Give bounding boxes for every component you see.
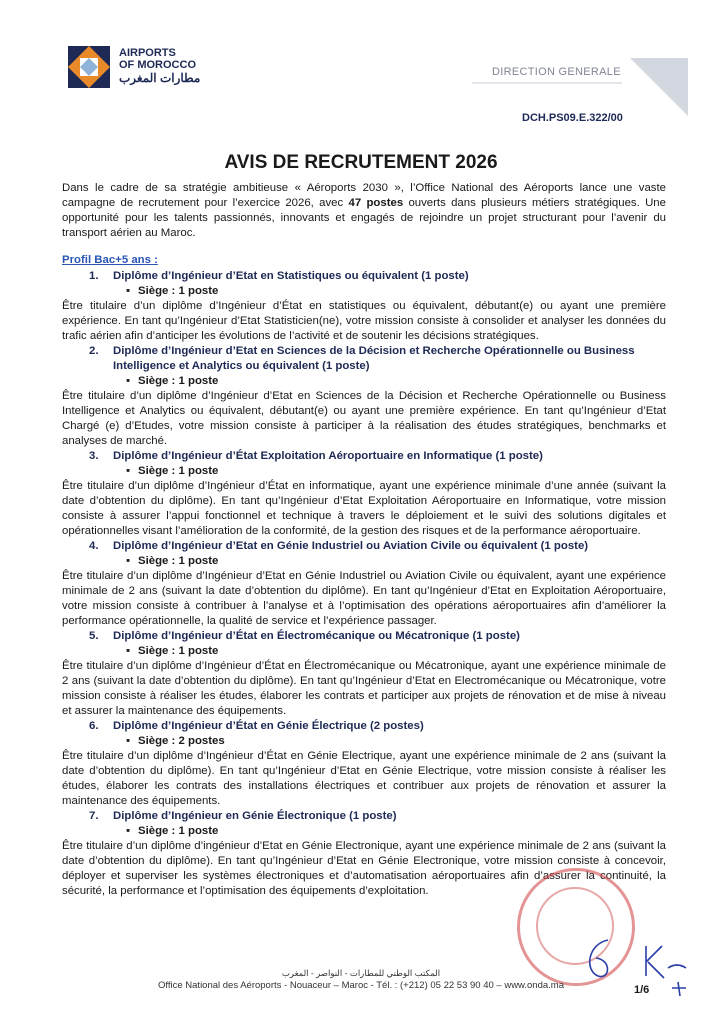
position-seat-text: Siège : 1 poste bbox=[138, 645, 219, 657]
airports-of-morocco-logo bbox=[66, 44, 112, 90]
position-seat bbox=[62, 464, 666, 479]
position-item bbox=[62, 449, 666, 539]
position-seat-text: Siège : 1 poste bbox=[138, 825, 219, 837]
position-title bbox=[62, 809, 666, 824]
position-title bbox=[62, 269, 666, 284]
position-title-text: Diplôme d’Ingénieur d’Etat en Sciences de la Décision et Recherche Opérationnelle ou Business Intelligence et Analytics ou équivalent (1 poste) bbox=[113, 345, 635, 372]
bullet-icon: ▪ bbox=[126, 735, 131, 747]
position-seat-text: Siège : 1 poste bbox=[138, 555, 219, 567]
position-seat bbox=[62, 554, 666, 569]
position-title bbox=[62, 344, 666, 374]
bullet-icon: ▪ bbox=[126, 465, 131, 477]
position-seat-text: Siège : 1 poste bbox=[138, 285, 219, 297]
page-footer bbox=[0, 968, 722, 991]
position-item bbox=[62, 539, 666, 629]
bullet-icon: ▪ bbox=[126, 375, 131, 387]
position-title-text: Diplôme d’Ingénieur d’État Exploitation Aéroportuaire en Informatique (1 poste) bbox=[113, 450, 543, 462]
document-reference: DCH.PS09.E.322/00 bbox=[522, 112, 623, 124]
position-number: 5. bbox=[89, 630, 99, 642]
position-number: 2. bbox=[89, 345, 99, 357]
position-title bbox=[62, 449, 666, 464]
profil-heading: Profil Bac+5 ans : bbox=[62, 254, 158, 266]
position-description: Être titulaire d’un diplôme d’Ingénieur d’État en informatique, ayant une expérience minimale d’une année (suivant la date d’obtention du diplôme). En tant qu’Ingénieur d’Etat Exploitation Aéroportuaire en Informatique, votre mission consiste à assurer l’appui fonctionnel et technique à travers le déploiement et le suivi des solutions digitales et opérationnelles visant l’amélioration de la conformité, de la gestion des risques et de la performance aéroportuaire. bbox=[62, 480, 666, 537]
position-seat-text: Siège : 2 postes bbox=[138, 735, 225, 747]
position-description: Être titulaire d’un diplôme d’Ingénieur d’Etat en Sciences de la Décision et Recherche Opérationnelle ou Business Intelligence et Analytics ou équivalent, débutant(e) ou ayant une première expérience. En tant qu’Ingénieur d’Etat Chargé (e) d’Etudes, votre mission consiste à participer à la réalisation des études stratégiques, benchmarks et analyses de marché. bbox=[62, 390, 666, 447]
position-description: Être titulaire d’un diplôme d’ingénieur d’Etat en Génie Electronique, ayant une expérience minimale de 2 ans (suivant la date d’obtention du diplôme). En tant qu’Ingénieur d’Etat en Génie Electronique, votre mission consiste à concevoir, déployer et superviser les systèmes électroniques et d’automatisation aéroportuaires afin d’assurer la continuité, la sécurité, la performance et l’optimisation des équipements d’exploitation. bbox=[62, 840, 666, 897]
bullet-icon: ▪ bbox=[126, 645, 131, 657]
intro-positions-count: 47 postes bbox=[348, 197, 404, 209]
intro-text-start: Dans le cadre de sa stratégie ambitieuse « Aéroports 2030 », l’Office National des Aéroports lance une vaste campagne de recrutement pour l’exercice 2026, avec bbox=[62, 182, 666, 209]
position-title-text: Diplôme d’Ingénieur d’État en Électromécanique ou Mécatronique (1 poste) bbox=[113, 630, 520, 642]
intro-paragraph bbox=[62, 181, 666, 241]
footer-contact: Office National des Aéroports - Nouaceur – Maroc - Tél. : (+212) 05 22 53 90 40 – www.onda.ma bbox=[158, 980, 564, 991]
logo-wordmark bbox=[119, 47, 200, 84]
position-number: 4. bbox=[89, 540, 99, 552]
direction-label: DIRECTION GENERALE bbox=[492, 66, 621, 78]
position-number: 7. bbox=[89, 810, 99, 822]
position-item bbox=[62, 269, 666, 344]
position-item bbox=[62, 719, 666, 809]
logo-text-arabic: مطارات المغرب bbox=[119, 71, 201, 85]
position-seat bbox=[62, 734, 666, 749]
position-description: Être titulaire d’un diplôme d’Ingénieur d’État en statistiques ou équivalent, débutant(e) ou ayant une première expérience. En tant qu’Ingénieur d’Etat Statisticien(ne), votre mission consiste à consolider et analyser les données du trafic aérien afin d’anticiper les évolutions de l’activité et de soutenir les décisions stratégiques. bbox=[62, 300, 666, 342]
bullet-icon: ▪ bbox=[126, 285, 131, 297]
logo-text-line2: OF MOROCCO bbox=[119, 59, 196, 71]
footer-arabic: المكتب الوطني للمطارات - النواصر - المغرب bbox=[281, 968, 441, 978]
position-seat bbox=[62, 284, 666, 299]
position-seat bbox=[62, 374, 666, 389]
position-seat bbox=[62, 824, 666, 839]
bullet-icon: ▪ bbox=[126, 825, 131, 837]
logo-text-line1: AIRPORTS bbox=[119, 47, 176, 59]
position-description: Être titulaire d’un diplôme d’Ingénieur d’État en Génie Electrique, ayant une expérience minimale de 2 ans (suivant la date d’obtention du diplôme). En tant qu’Ingénieur d’Etat en Génie Electrique, votre mission consiste à réaliser les études, élaborer les contrats des installations électriques et contribuer aux projets de rénovation et assurer la maintenance des équipements. bbox=[62, 750, 666, 807]
intro-text-end: ouverts dans plusieurs métiers stratégiques. Une opportunité pour les talents passionnés, innovants et engagés de rejoindre un projet structurant pour l’avenir du transport aérien au Maroc. bbox=[62, 197, 666, 239]
bullet-icon: ▪ bbox=[126, 555, 131, 567]
position-title-text: Diplôme d’Ingénieur d’Etat en Génie Industriel ou Aviation Civile ou équivalent (1 poste) bbox=[113, 540, 589, 552]
position-seat-text: Siège : 1 poste bbox=[138, 375, 219, 387]
position-title-text: Diplôme d’Ingénieur d’Etat en Statistiques ou équivalent (1 poste) bbox=[113, 270, 469, 282]
position-number: 6. bbox=[89, 720, 99, 732]
position-title bbox=[62, 629, 666, 644]
position-number: 3. bbox=[89, 450, 99, 462]
position-number: 1. bbox=[89, 270, 99, 282]
position-title bbox=[62, 719, 666, 734]
position-item bbox=[62, 344, 666, 449]
position-title-text: Diplôme d’Ingénieur d’État en Génie Électrique (2 postes) bbox=[113, 720, 424, 732]
position-title bbox=[62, 539, 666, 554]
position-description: Être titulaire d’un diplôme d’Ingénieur d’Etat en Génie Industriel ou Aviation Civile ou équivalent, ayant une expérience minimale de 2 ans (suivant la date d’obtention du diplôme). En tant qu’Ingénieur d’Etat en Exploitation Aéroportuaire, votre mission consiste à contribuer à l’analyse et à l’optimisation des opérations aéroportuaires afin d’améliorer la performance opérationnelle, la qualité de service et l’expérience passager. bbox=[62, 570, 666, 627]
position-item bbox=[62, 629, 666, 719]
position-seat-text: Siège : 1 poste bbox=[138, 465, 219, 477]
position-seat bbox=[62, 644, 666, 659]
position-description: Être titulaire d’un diplôme d’Ingénieur d’État en Électromécanique ou Mécatronique, ayant une expérience minimale de 2 ans (suivant la date d’obtention du diplôme). En tant qu’Ingénieur d’Etat en Electromécanique ou Mécatronique, votre mission consiste à réaliser les études, élaborer les contrats et participer aux projets de rénovation et de mise à niveau et assurer la maintenance des équipements. bbox=[62, 660, 666, 717]
page-number: 1/6 bbox=[634, 984, 650, 996]
corner-triangle bbox=[630, 58, 688, 116]
position-title-text: Diplôme d’Ingénieur en Génie Électronique (1 poste) bbox=[113, 810, 397, 822]
page-title: AVIS DE RECRUTEMENT 2026 bbox=[224, 152, 498, 173]
document-body bbox=[62, 181, 666, 899]
